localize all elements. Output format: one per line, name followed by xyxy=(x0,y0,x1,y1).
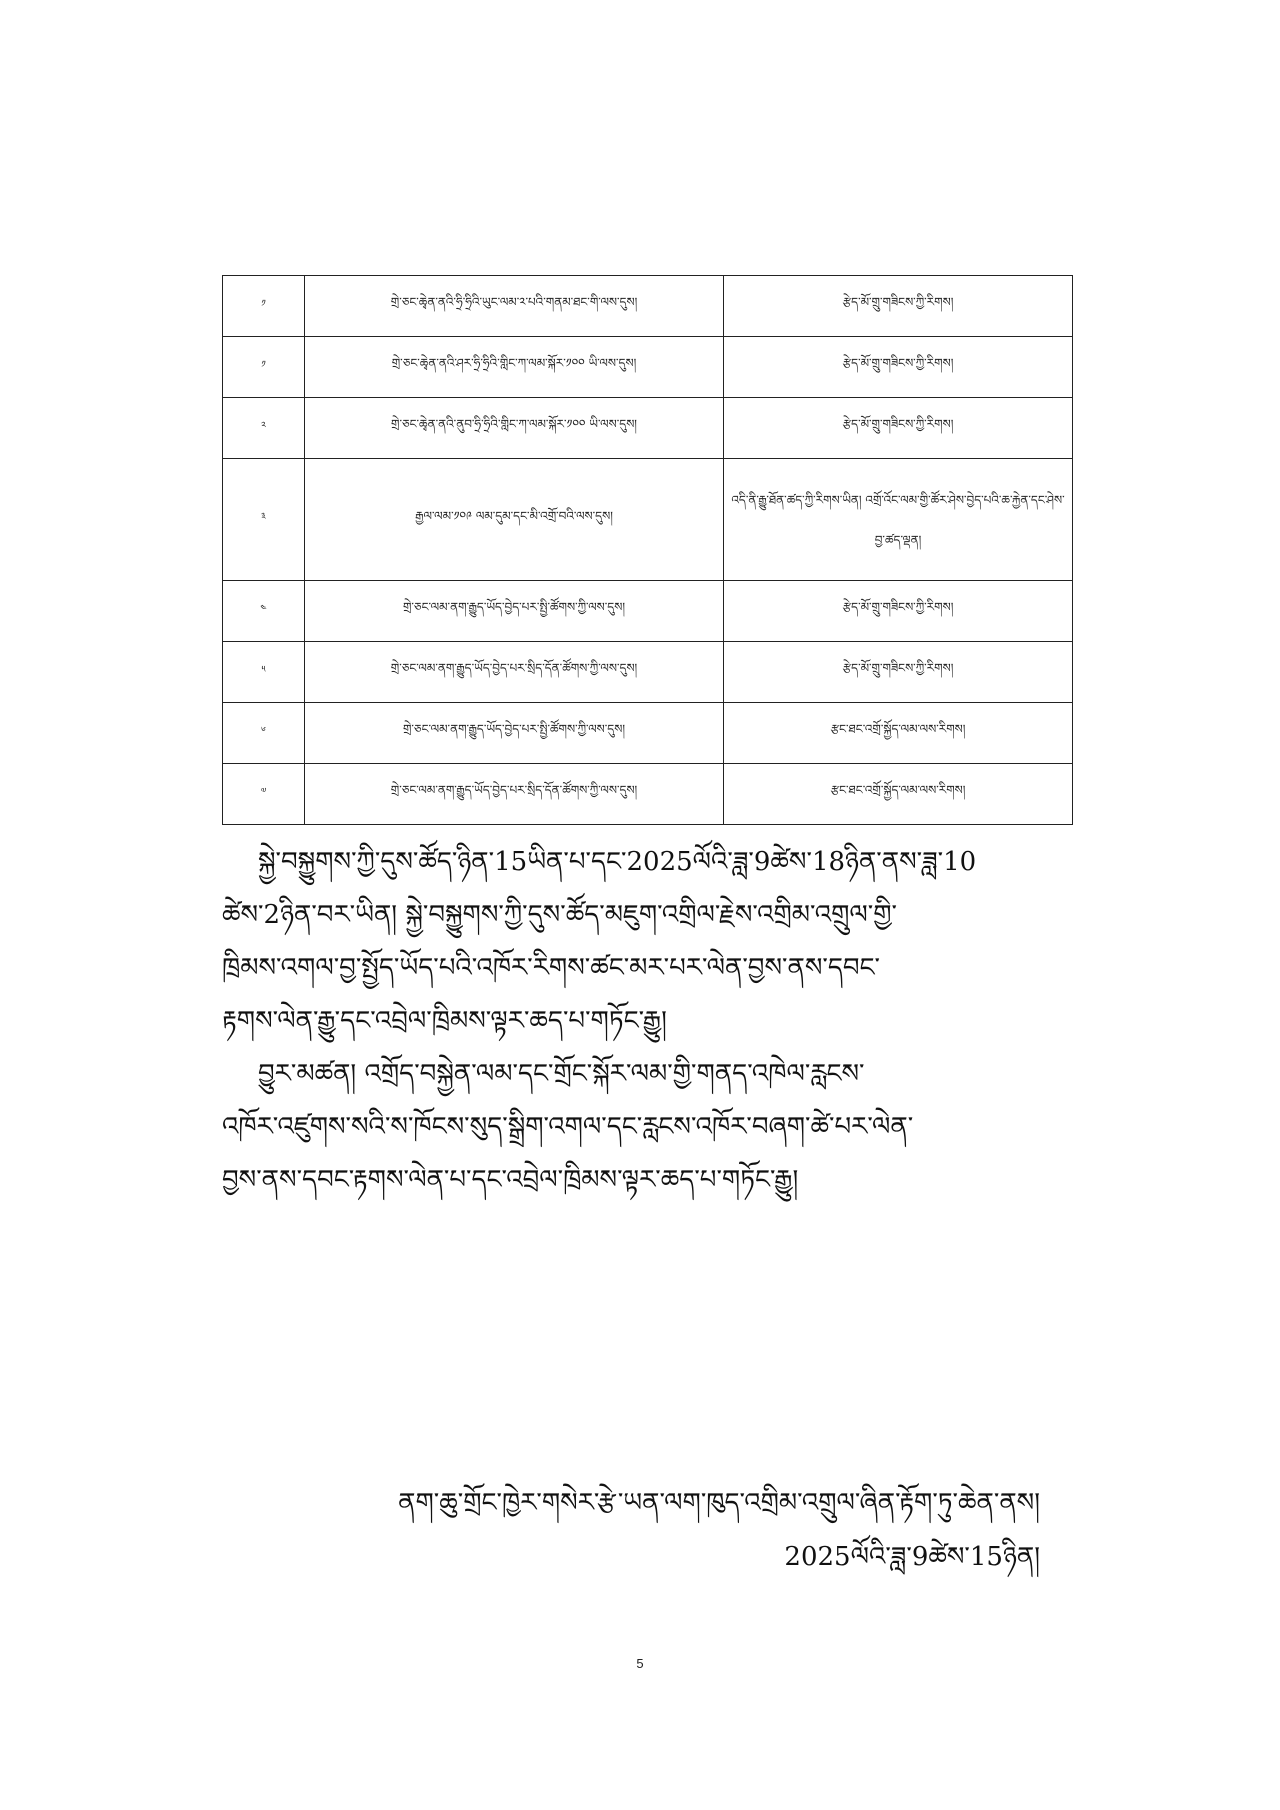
row-category: རྩེད་མོ་གྲུ་གཟིངས་ཀྱི་རིགས། xyxy=(724,581,1073,642)
row-number: ༦ xyxy=(223,703,305,764)
body-paragraph-1 xyxy=(222,836,1052,1048)
row-number: ༧ xyxy=(223,764,305,825)
row-location: རྒྱལ་ལམ་༡༠༩ ལམ་དུམ་དང་མི་འགྲོ་བའི་ལས་དུས། xyxy=(305,459,724,581)
paragraph-line: ཁྲིམས་འགལ་བྱ་སྤྱོད་ཡོད་པའི་འཁོར་རིགས་ཚང་མར་པར་ལེན་བྱས་ནས་དབང་ xyxy=(222,953,881,983)
row-category: རྩང་ཐང་འགྲོ་སྐྱོད་ལམ་ལས་རིགས། xyxy=(724,764,1073,825)
paragraph-line: བྱས་ནས་དབང་རྟགས་ལེན་པ་དང་འབྲེལ་ཁྲིམས་ལྟར་ཆད་པ་གཏོང་རྒྱུ། xyxy=(222,1165,799,1195)
row-number: ༣ xyxy=(223,459,305,581)
row-number: ༢ xyxy=(223,398,305,459)
row-category: རྩེད་མོ་གྲུ་གཟིངས་ཀྱི་རིགས། xyxy=(724,642,1073,703)
issue-date: 2025ལོའི་ཟླ་9ཚེས་15ཉིན། xyxy=(784,1542,1040,1572)
row-location: གྲེ་ཅང་ཆྭེན་ནའི་ཤར་ཧྲི་ཧྲིའི་གླིང་ཀ་ལམ་སྐོར་༡༠༠ ཡི་ལས་དུས། xyxy=(305,337,724,398)
row-category: འདི་ནི་རྒྱུ་ཐོན་ཚད་ཀྱི་རིགས་ཡིན། འགྲོ་འོང་ལམ་གྱི་ཚོར་ཤེས་བྱེད་པའི་ཆ་རྐྱེན་དང་ཤེས་བྱ་ཚད་ལྡན། xyxy=(724,459,1073,581)
paragraph-line: བྱུར་མཚན། འགྲོད་བསྐྱེན་ལམ་དང་གྲོང་སྐོར་ལམ་གྱི་གནད་འཁེལ་རླངས་ xyxy=(258,1059,865,1089)
row-category: རྩེད་མོ་གྲུ་གཟིངས་ཀྱི་རིགས། xyxy=(724,337,1073,398)
paragraph-line: སྐྱེ་བསྐྱུགས་ཀྱི་དུས་ཚོད་ཉིན་15ཡིན་པ་དང་2025ལོའི་ཟླ་9ཚེས་18ཉིན་ནས་ཟླ་10 xyxy=(258,847,977,877)
row-location: གྲེ་ཅང་ཆྭེན་ནའི་ཧྲི་ཧྲིའི་ཡུང་ལམ་༢་པའི་གནམ་ཐང་གི་ལས་དུས། xyxy=(305,276,724,337)
row-location: གྲེ་ཅང་ཆྭེན་ནའི་ནུབ་ཧྲི་ཧྲིའི་གླིང་ཀ་ལམ་སྐོར་༡༠༠ ཡི་ལས་དུས། xyxy=(305,398,724,459)
table-row xyxy=(223,581,1073,642)
row-location: གྲེ་ཅང་ལམ་ནག་རྒྱུད་ཡོད་བྱེད་པར་སྲིད་དོན་ཚོགས་ཀྱི་ལས་དུས། xyxy=(305,764,724,825)
row-number: ༡ xyxy=(223,337,305,398)
table-row xyxy=(223,764,1073,825)
row-category: རྩེད་མོ་གྲུ་གཟིངས་ཀྱི་རིགས། xyxy=(724,398,1073,459)
paragraph-line: རྟགས་ལེན་རྒྱུ་དང་འབྲེལ་ཁྲིམས་ལྟར་ཆད་པ་གཏོང་རྒྱུ། xyxy=(222,1006,667,1036)
table-row xyxy=(223,703,1073,764)
body-paragraph-2 xyxy=(222,1048,1052,1207)
row-location: གྲེ་ཅང་ལམ་ནག་རྒྱུད་ཡོད་བྱེད་པར་སྤྱི་ཚོགས་ཀྱི་ལས་དུས། xyxy=(305,581,724,642)
row-location: གྲེ་ཅང་ལམ་ནག་རྒྱུད་ཡོད་བྱེད་པར་སྲིད་དོན་ཚོགས་ཀྱི་ལས་དུས། xyxy=(305,642,724,703)
table-row xyxy=(223,398,1073,459)
table-row xyxy=(223,276,1073,337)
items-table xyxy=(222,275,1073,825)
paragraph-line: འཁོར་འཛུགས་སའི་ས་ཁོངས་སུད་སྒྲིག་འགལ་དང་རླངས་འཁོར་བཞག་ཚེ་པར་ལེན་ xyxy=(222,1112,914,1142)
row-category: རྩང་ཐང་འགྲོ་སྐྱོད་ལམ་ལས་རིགས། xyxy=(724,703,1073,764)
row-number: ༥ xyxy=(223,642,305,703)
page-number: 5 xyxy=(636,1656,644,1671)
table-row xyxy=(223,337,1073,398)
paragraph-line: ཚེས་2ཉིན་བར་ཡིན། སྐྱེ་བསྐྱུགས་ཀྱི་དུས་ཚོད་མཇུག་འགྲིལ་རྗེས་འགྲིམ་འགྲུལ་གྱི་ xyxy=(222,900,897,930)
table-row xyxy=(223,459,1073,581)
table-row xyxy=(223,642,1073,703)
row-category: རྩེད་མོ་གྲུ་གཟིངས་ཀྱི་རིགས། xyxy=(724,276,1073,337)
row-location: གྲེ་ཅང་ལམ་ནག་རྒྱུད་ཡོད་བྱེད་པར་སྤྱི་ཚོགས་ཀྱི་ལས་དུས། xyxy=(305,703,724,764)
row-number: ༤ xyxy=(223,581,305,642)
issuer-signature: ནག་ཆུ་གྲོང་ཁྱེར་གསེར་རྩེ་ཡན་ལག་ཁུད་འགྲིམ་འགྲུལ་ཞིན་རྟོག་ཏུ་ཆེན་ནས། xyxy=(398,1488,1040,1518)
row-number: ༡ xyxy=(223,276,305,337)
